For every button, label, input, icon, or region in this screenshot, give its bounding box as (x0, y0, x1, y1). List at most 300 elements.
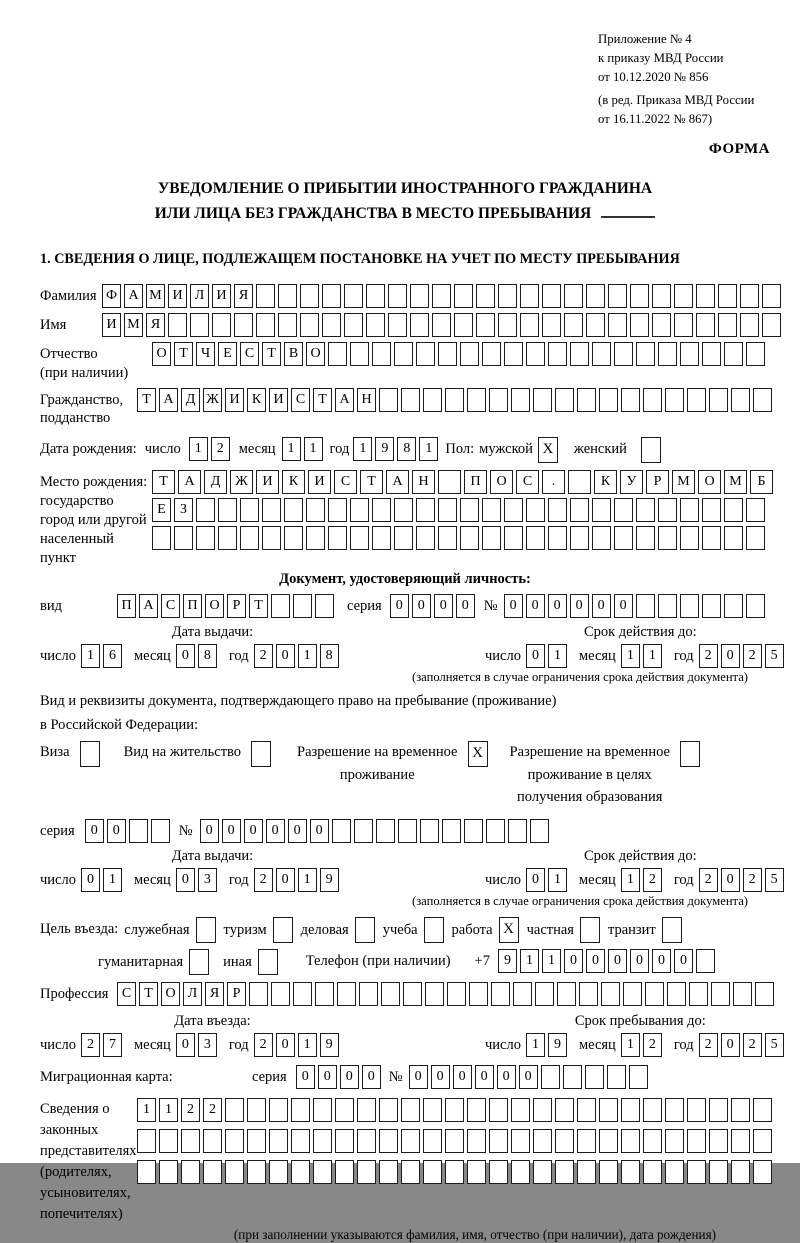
form-cell[interactable]: 1 (81, 644, 100, 668)
form-cell[interactable]: С (291, 388, 310, 412)
form-cell[interactable] (416, 342, 435, 366)
form-cell[interactable] (445, 388, 464, 412)
form-cell[interactable] (702, 526, 721, 550)
form-cell[interactable] (592, 526, 611, 550)
form-cell[interactable] (658, 594, 677, 618)
sex-male-checkbox[interactable]: X (538, 437, 558, 463)
form-cell[interactable] (476, 313, 495, 337)
form-cell[interactable] (687, 1098, 706, 1122)
form-cell[interactable] (489, 1098, 508, 1122)
form-cell[interactable] (271, 594, 290, 618)
form-cell[interactable] (469, 982, 488, 1006)
form-cell[interactable] (344, 284, 363, 308)
form-cell[interactable] (256, 284, 275, 308)
form-cell[interactable] (359, 982, 378, 1006)
purpose-tourism-checkbox[interactable] (273, 917, 293, 943)
form-cell[interactable]: 8 (198, 644, 217, 668)
form-cell[interactable] (762, 313, 781, 337)
form-cell[interactable]: И (102, 313, 121, 337)
form-cell[interactable] (335, 1160, 354, 1184)
form-cell[interactable] (447, 982, 466, 1006)
form-cell[interactable] (753, 1129, 772, 1153)
form-cell[interactable] (284, 498, 303, 522)
form-cell[interactable]: А (124, 284, 143, 308)
form-cell[interactable] (733, 982, 752, 1006)
visa-checkbox[interactable] (80, 741, 100, 767)
form-cell[interactable]: 0 (107, 819, 126, 843)
form-cell[interactable] (599, 388, 618, 412)
form-cell[interactable] (746, 594, 765, 618)
form-cell[interactable] (445, 1098, 464, 1122)
form-cell[interactable] (570, 526, 589, 550)
form-cell[interactable] (284, 526, 303, 550)
form-cell[interactable] (249, 982, 268, 1006)
form-cell[interactable]: 0 (244, 819, 263, 843)
form-cell[interactable] (504, 498, 523, 522)
form-cell[interactable]: 2 (81, 1033, 100, 1057)
form-cell[interactable]: 1 (353, 437, 372, 461)
form-cell[interactable] (586, 313, 605, 337)
form-cell[interactable] (592, 498, 611, 522)
form-cell[interactable] (300, 313, 319, 337)
form-cell[interactable] (354, 819, 373, 843)
form-cell[interactable]: С (117, 982, 136, 1006)
form-cell[interactable] (269, 1160, 288, 1184)
form-cell[interactable] (498, 284, 517, 308)
form-cell[interactable] (247, 1160, 266, 1184)
form-cell[interactable]: Л (190, 284, 209, 308)
form-cell[interactable] (753, 1160, 772, 1184)
form-cell[interactable] (416, 526, 435, 550)
form-cell[interactable]: 0 (526, 868, 545, 892)
form-cell[interactable] (196, 498, 215, 522)
form-cell[interactable] (696, 949, 715, 973)
form-cell[interactable] (687, 388, 706, 412)
form-cell[interactable] (467, 1129, 486, 1153)
form-cell[interactable] (438, 526, 457, 550)
form-cell[interactable] (438, 470, 461, 494)
form-cell[interactable] (570, 498, 589, 522)
form-cell[interactable] (753, 1098, 772, 1122)
form-cell[interactable] (394, 342, 413, 366)
form-cell[interactable]: 0 (475, 1065, 494, 1089)
form-cell[interactable] (293, 982, 312, 1006)
form-cell[interactable]: 6 (103, 644, 122, 668)
form-cell[interactable]: 5 (765, 1033, 784, 1057)
form-cell[interactable]: Я (234, 284, 253, 308)
form-cell[interactable] (379, 1129, 398, 1153)
form-cell[interactable]: 2 (254, 868, 273, 892)
form-cell[interactable] (570, 342, 589, 366)
form-cell[interactable] (372, 342, 391, 366)
form-cell[interactable] (432, 284, 451, 308)
form-cell[interactable]: 0 (412, 594, 431, 618)
form-cell[interactable]: Т (137, 388, 156, 412)
form-cell[interactable] (423, 388, 442, 412)
form-cell[interactable]: Р (227, 982, 246, 1006)
temp-residence-checkbox[interactable]: X (468, 741, 488, 767)
form-cell[interactable] (159, 1160, 178, 1184)
form-cell[interactable]: 0 (276, 1033, 295, 1057)
form-cell[interactable]: П (183, 594, 202, 618)
form-cell[interactable] (350, 342, 369, 366)
form-cell[interactable]: С (161, 594, 180, 618)
form-cell[interactable]: Ч (196, 342, 215, 366)
form-cell[interactable] (225, 1129, 244, 1153)
form-cell[interactable] (137, 1129, 156, 1153)
form-cell[interactable]: А (335, 388, 354, 412)
form-cell[interactable]: Т (360, 470, 383, 494)
form-cell[interactable] (445, 1160, 464, 1184)
form-cell[interactable] (269, 1129, 288, 1153)
form-cell[interactable]: 0 (310, 819, 329, 843)
form-cell[interactable]: Е (218, 342, 237, 366)
form-cell[interactable] (674, 284, 693, 308)
form-cell[interactable]: 3 (198, 1033, 217, 1057)
form-cell[interactable] (520, 284, 539, 308)
form-cell[interactable] (388, 284, 407, 308)
form-cell[interactable] (291, 1098, 310, 1122)
form-cell[interactable]: Д (181, 388, 200, 412)
form-cell[interactable] (755, 982, 774, 1006)
form-cell[interactable] (731, 1098, 750, 1122)
form-cell[interactable] (753, 388, 772, 412)
form-cell[interactable] (542, 313, 561, 337)
form-cell[interactable]: З (174, 498, 193, 522)
form-cell[interactable] (313, 1098, 332, 1122)
form-cell[interactable]: 0 (504, 594, 523, 618)
form-cell[interactable]: 9 (375, 437, 394, 461)
form-cell[interactable]: Р (646, 470, 669, 494)
form-cell[interactable] (636, 342, 655, 366)
form-cell[interactable]: 1 (419, 437, 438, 461)
form-cell[interactable]: Т (152, 470, 175, 494)
form-cell[interactable]: 1 (621, 868, 640, 892)
form-cell[interactable] (152, 526, 171, 550)
form-cell[interactable]: 1 (542, 949, 561, 973)
form-cell[interactable]: 0 (409, 1065, 428, 1089)
form-cell[interactable] (563, 1065, 582, 1089)
form-cell[interactable]: О (698, 470, 721, 494)
form-cell[interactable] (548, 498, 567, 522)
form-cell[interactable] (212, 313, 231, 337)
form-cell[interactable]: 0 (176, 868, 195, 892)
form-cell[interactable] (542, 284, 561, 308)
form-cell[interactable]: 0 (570, 594, 589, 618)
form-cell[interactable] (460, 498, 479, 522)
form-cell[interactable] (350, 498, 369, 522)
form-cell[interactable] (504, 342, 523, 366)
form-cell[interactable] (630, 313, 649, 337)
form-cell[interactable] (328, 526, 347, 550)
form-cell[interactable] (526, 498, 545, 522)
form-cell[interactable]: 1 (304, 437, 323, 461)
form-cell[interactable] (658, 498, 677, 522)
form-cell[interactable] (454, 284, 473, 308)
form-cell[interactable]: 0 (519, 1065, 538, 1089)
form-cell[interactable]: 2 (643, 868, 662, 892)
form-cell[interactable] (278, 284, 297, 308)
form-cell[interactable] (535, 982, 554, 1006)
purpose-humanitarian-checkbox[interactable] (189, 949, 209, 975)
form-cell[interactable] (614, 526, 633, 550)
form-cell[interactable] (337, 982, 356, 1006)
form-cell[interactable] (636, 526, 655, 550)
form-cell[interactable]: 0 (721, 644, 740, 668)
form-cell[interactable]: Т (139, 982, 158, 1006)
form-cell[interactable] (410, 313, 429, 337)
form-cell[interactable]: Ж (230, 470, 253, 494)
form-cell[interactable] (665, 1129, 684, 1153)
form-cell[interactable] (344, 313, 363, 337)
form-cell[interactable] (410, 284, 429, 308)
form-cell[interactable] (203, 1160, 222, 1184)
form-cell[interactable] (665, 1160, 684, 1184)
form-cell[interactable] (555, 1129, 574, 1153)
purpose-transit-checkbox[interactable] (662, 917, 682, 943)
form-cell[interactable] (190, 313, 209, 337)
form-cell[interactable] (366, 284, 385, 308)
form-cell[interactable] (577, 388, 596, 412)
form-cell[interactable]: О (205, 594, 224, 618)
form-cell[interactable] (388, 313, 407, 337)
form-cell[interactable] (247, 1098, 266, 1122)
form-cell[interactable]: 0 (586, 949, 605, 973)
form-cell[interactable] (665, 388, 684, 412)
form-cell[interactable] (577, 1098, 596, 1122)
form-cell[interactable] (460, 526, 479, 550)
form-cell[interactable] (667, 982, 686, 1006)
form-cell[interactable]: М (146, 284, 165, 308)
form-cell[interactable] (129, 819, 148, 843)
form-cell[interactable]: 1 (282, 437, 301, 461)
form-cell[interactable]: 2 (699, 644, 718, 668)
form-cell[interactable] (592, 342, 611, 366)
form-cell[interactable] (379, 1160, 398, 1184)
form-cell[interactable] (702, 342, 721, 366)
form-cell[interactable] (636, 594, 655, 618)
form-cell[interactable] (313, 1129, 332, 1153)
form-cell[interactable]: 9 (320, 868, 339, 892)
form-cell[interactable] (504, 526, 523, 550)
form-cell[interactable] (762, 284, 781, 308)
form-cell[interactable] (401, 1160, 420, 1184)
form-cell[interactable]: К (282, 470, 305, 494)
form-cell[interactable] (623, 982, 642, 1006)
form-cell[interactable] (366, 313, 385, 337)
form-cell[interactable] (555, 1160, 574, 1184)
form-cell[interactable] (247, 1129, 266, 1153)
form-cell[interactable] (568, 470, 591, 494)
form-cell[interactable]: 0 (630, 949, 649, 973)
form-cell[interactable] (511, 1098, 530, 1122)
form-cell[interactable] (313, 1160, 332, 1184)
purpose-official-checkbox[interactable] (196, 917, 216, 943)
form-cell[interactable] (511, 388, 530, 412)
form-cell[interactable]: А (159, 388, 178, 412)
form-cell[interactable]: 2 (743, 868, 762, 892)
form-cell[interactable]: Н (357, 388, 376, 412)
form-cell[interactable] (608, 313, 627, 337)
form-cell[interactable] (526, 526, 545, 550)
form-cell[interactable]: 5 (765, 868, 784, 892)
form-cell[interactable] (486, 819, 505, 843)
form-cell[interactable] (460, 342, 479, 366)
form-cell[interactable]: . (542, 470, 565, 494)
form-cell[interactable] (423, 1098, 442, 1122)
form-cell[interactable] (328, 342, 347, 366)
form-cell[interactable] (315, 982, 334, 1006)
form-cell[interactable] (658, 342, 677, 366)
form-cell[interactable] (159, 1129, 178, 1153)
form-cell[interactable]: И (256, 470, 279, 494)
form-cell[interactable]: 8 (397, 437, 416, 461)
purpose-private-checkbox[interactable] (580, 917, 600, 943)
form-cell[interactable] (218, 526, 237, 550)
form-cell[interactable] (746, 498, 765, 522)
form-cell[interactable]: 1 (189, 437, 208, 461)
form-cell[interactable]: 0 (176, 1033, 195, 1057)
form-cell[interactable] (636, 498, 655, 522)
form-cell[interactable]: 2 (699, 868, 718, 892)
form-cell[interactable]: В (284, 342, 303, 366)
purpose-work-checkbox[interactable]: X (499, 917, 519, 943)
form-cell[interactable]: 1 (548, 644, 567, 668)
form-cell[interactable] (416, 498, 435, 522)
form-cell[interactable] (564, 284, 583, 308)
form-cell[interactable] (432, 313, 451, 337)
form-cell[interactable] (696, 284, 715, 308)
form-cell[interactable]: 3 (198, 868, 217, 892)
form-cell[interactable]: 9 (498, 949, 517, 973)
form-cell[interactable] (585, 1065, 604, 1089)
form-cell[interactable] (599, 1098, 618, 1122)
form-cell[interactable]: И (225, 388, 244, 412)
form-cell[interactable] (614, 342, 633, 366)
form-cell[interactable]: С (516, 470, 539, 494)
form-cell[interactable] (731, 388, 750, 412)
form-cell[interactable] (511, 1160, 530, 1184)
form-cell[interactable] (482, 498, 501, 522)
form-cell[interactable]: 1 (621, 644, 640, 668)
form-cell[interactable] (555, 388, 574, 412)
form-cell[interactable] (586, 284, 605, 308)
form-cell[interactable]: 0 (564, 949, 583, 973)
form-cell[interactable] (315, 594, 334, 618)
temp-residence-education-checkbox[interactable] (680, 741, 700, 767)
form-cell[interactable] (306, 498, 325, 522)
form-cell[interactable]: 2 (643, 1033, 662, 1057)
form-cell[interactable]: 0 (592, 594, 611, 618)
form-cell[interactable] (240, 526, 259, 550)
form-cell[interactable]: 0 (318, 1065, 337, 1089)
form-cell[interactable]: 0 (288, 819, 307, 843)
sex-female-checkbox[interactable] (641, 437, 661, 463)
form-cell[interactable] (401, 388, 420, 412)
form-cell[interactable]: Ф (102, 284, 121, 308)
form-cell[interactable]: Б (750, 470, 773, 494)
form-cell[interactable] (533, 388, 552, 412)
form-cell[interactable] (438, 498, 457, 522)
form-cell[interactable]: 2 (743, 1033, 762, 1057)
form-cell[interactable] (372, 526, 391, 550)
form-cell[interactable] (621, 1129, 640, 1153)
form-cell[interactable]: Т (262, 342, 281, 366)
form-cell[interactable]: 2 (254, 1033, 273, 1057)
form-cell[interactable] (293, 594, 312, 618)
form-cell[interactable]: 0 (434, 594, 453, 618)
form-cell[interactable]: 0 (81, 868, 100, 892)
form-cell[interactable]: 0 (721, 1033, 740, 1057)
form-cell[interactable]: Т (174, 342, 193, 366)
form-cell[interactable]: 1 (159, 1098, 178, 1122)
form-cell[interactable]: Л (183, 982, 202, 1006)
form-cell[interactable]: 9 (548, 1033, 567, 1057)
form-cell[interactable] (520, 313, 539, 337)
form-cell[interactable]: К (247, 388, 266, 412)
form-cell[interactable] (746, 342, 765, 366)
form-cell[interactable] (643, 1098, 662, 1122)
form-cell[interactable]: И (308, 470, 331, 494)
form-cell[interactable] (652, 284, 671, 308)
form-cell[interactable]: Н (412, 470, 435, 494)
form-cell[interactable]: С (240, 342, 259, 366)
form-cell[interactable] (306, 526, 325, 550)
form-cell[interactable]: М (124, 313, 143, 337)
form-cell[interactable] (498, 313, 517, 337)
form-cell[interactable] (643, 1129, 662, 1153)
form-cell[interactable] (614, 498, 633, 522)
form-cell[interactable]: 1 (137, 1098, 156, 1122)
form-cell[interactable] (401, 1129, 420, 1153)
form-cell[interactable] (526, 342, 545, 366)
form-cell[interactable]: Т (313, 388, 332, 412)
form-cell[interactable] (533, 1129, 552, 1153)
form-cell[interactable] (423, 1160, 442, 1184)
form-cell[interactable]: 1 (298, 868, 317, 892)
form-cell[interactable] (357, 1129, 376, 1153)
form-cell[interactable] (394, 526, 413, 550)
form-cell[interactable]: 0 (674, 949, 693, 973)
form-cell[interactable] (718, 284, 737, 308)
form-cell[interactable] (621, 388, 640, 412)
form-cell[interactable]: 1 (103, 868, 122, 892)
form-cell[interactable]: 0 (526, 644, 545, 668)
form-cell[interactable] (718, 313, 737, 337)
form-cell[interactable]: 1 (298, 1033, 317, 1057)
form-cell[interactable] (608, 284, 627, 308)
form-cell[interactable] (731, 1129, 750, 1153)
form-cell[interactable] (680, 342, 699, 366)
form-cell[interactable] (630, 284, 649, 308)
form-cell[interactable]: 1 (643, 644, 662, 668)
form-cell[interactable]: О (306, 342, 325, 366)
form-cell[interactable] (709, 388, 728, 412)
form-cell[interactable] (335, 1129, 354, 1153)
form-cell[interactable] (403, 982, 422, 1006)
form-cell[interactable] (218, 498, 237, 522)
form-cell[interactable] (203, 1129, 222, 1153)
form-cell[interactable]: 9 (320, 1033, 339, 1057)
form-cell[interactable] (557, 982, 576, 1006)
form-cell[interactable]: 2 (254, 644, 273, 668)
form-cell[interactable]: 0 (721, 868, 740, 892)
form-cell[interactable]: 0 (222, 819, 241, 843)
form-cell[interactable]: М (672, 470, 695, 494)
form-cell[interactable] (379, 1098, 398, 1122)
form-cell[interactable]: О (152, 342, 171, 366)
form-cell[interactable] (680, 594, 699, 618)
